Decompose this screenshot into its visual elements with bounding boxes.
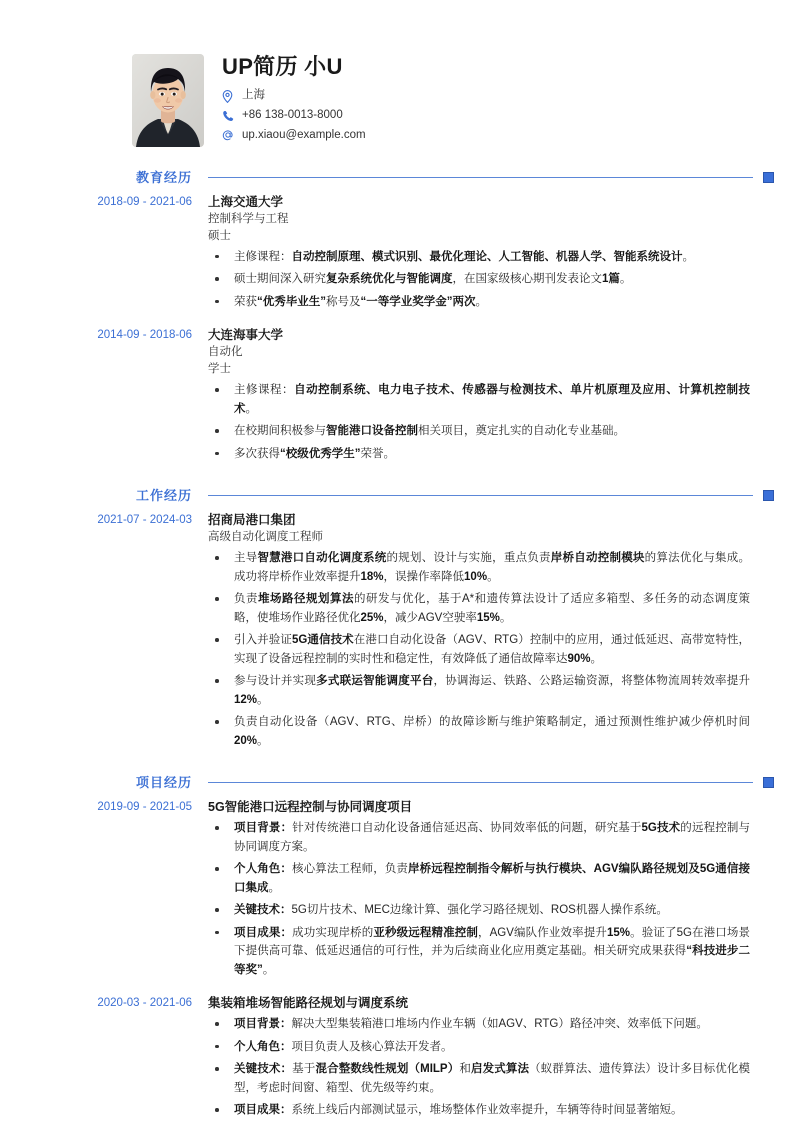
- resume-header: [0, 0, 800, 149]
- location-text: 上海: [242, 89, 265, 102]
- entry-body: [208, 193, 774, 316]
- section-divider: [208, 177, 753, 178]
- entry-subtitle: 高级自动化调度工程师: [208, 531, 323, 544]
- phone-icon: [222, 110, 237, 122]
- list-item: 在校期间积极参与智能港口设备控制相关项目，奠定扎实的自动化专业基础。: [208, 422, 750, 441]
- list-item: 项目成果：系统上线后内部测试显示，堆场整体作业效率提升，车辆等待时间显著缩短。: [208, 1101, 750, 1120]
- section-end-marker-icon: [763, 777, 774, 788]
- page-title: UP简历 小U: [222, 54, 343, 79]
- list-item: 主修课程：自动控制系统、电力电子技术、传感器与检测技术、单片机原理及应用、计算机控制技术。: [208, 381, 750, 418]
- list-item: 硕士期间深入研究复杂系统优化与智能调度，在国家级核心期刊发表论文1篇。: [208, 270, 750, 289]
- avatar: [132, 54, 204, 147]
- list-item: 荣获“优秀毕业生”称号及“一等学业奖学金”两次。: [208, 293, 750, 312]
- section-title: 工作经历: [135, 488, 192, 504]
- list-item: 引入并验证5G通信技术在港口自动化设备（AGV、RTG）控制中的应用，通过低延迟、高带宽特性，实现了设备远程控制的实时性和稳定性，有效降低了通信故障率达90%。: [208, 631, 750, 668]
- entry-subtitle: 自动化: [208, 346, 243, 359]
- phone-text: +86 138-0013-8000: [242, 109, 343, 122]
- entry-bullet-list: [208, 381, 750, 463]
- identity-block: [222, 52, 366, 149]
- list-item: 项目背景：解决大型集装箱港口堆场内作业车辆（如AGV、RTG）路径冲突、效率低下问题。: [208, 1015, 750, 1034]
- resume-section: [0, 171, 800, 468]
- entry-bullet-list: [208, 1015, 750, 1120]
- list-item: 负责堆场路径规划算法的研发与优化，基于A*和遗传算法设计了适应多箱型、多任务的动态调度策略，使堆场作业路径优化25%，减少AGV空驶率15%。: [208, 590, 750, 627]
- entry-title: 大连海事大学: [208, 328, 284, 343]
- entry-row: [0, 994, 774, 1124]
- section-end-marker-icon: [763, 172, 774, 183]
- section-divider: [208, 495, 753, 496]
- entry-date: 2018-09 - 2021-06: [97, 195, 192, 208]
- list-item: 项目背景：针对传统港口自动化设备通信延迟高、协同效率低的问题，研究基于5G技术的远程控制与协同调度方案。: [208, 819, 750, 856]
- entry-degree: 硕士: [208, 229, 231, 242]
- entry-degree: 学士: [208, 363, 231, 376]
- entry-body: [208, 511, 774, 754]
- section-end-marker-icon: [763, 490, 774, 501]
- list-item: 个人角色：项目负责人及核心算法开发者。: [208, 1038, 750, 1057]
- entry-bullet-list: [208, 248, 750, 312]
- entry-bullet-list: [208, 549, 750, 750]
- resume-section: [0, 776, 800, 1124]
- section-header: [0, 171, 774, 184]
- entry-row: [0, 798, 774, 983]
- entry-subtitle: 控制科学与工程: [208, 212, 289, 225]
- list-item: 主导智慧港口自动化调度系统的规划、设计与实施，重点负责岸桥自动控制模块的算法优化与集成。成功将岸桥作业效率提升18%，误操作率降低10%。: [208, 549, 750, 586]
- entry-date: 2014-09 - 2018-06: [97, 329, 192, 342]
- section-header: [0, 776, 774, 789]
- contact-email: [222, 129, 366, 142]
- entry-bullet-list: [208, 819, 750, 979]
- resume-sections: [0, 171, 800, 1124]
- list-item: 关键技术：5G切片技术、MEC边缘计算、强化学习路径规划、ROS机器人操作系统。: [208, 901, 750, 920]
- entry-title: 招商局港口集团: [208, 513, 296, 528]
- entry-date: 2019-09 - 2021-05: [97, 801, 192, 814]
- list-item: 主修课程：自动控制原理、模式识别、最优化理论、人工智能、机器人学、智能系统设计。: [208, 248, 750, 267]
- list-item: 多次获得“校级优秀学生”荣誉。: [208, 445, 750, 464]
- entry-row: [0, 326, 774, 467]
- entry-row: [0, 511, 774, 754]
- location-pin-icon: [222, 90, 237, 103]
- list-item: 项目成果：成功实现岸桥的亚秒级远程精准控制，AGV编队作业效率提升15%。验证了5G在港口场景下提供高可靠、低延迟通信的可行性，并为后续商业化应用奠定基础。相关研究成果获得“科技进步二等奖”。: [208, 924, 750, 980]
- email-text: up.xiaou@example.com: [242, 128, 366, 141]
- entry-date: 2021-07 - 2024-03: [97, 514, 192, 527]
- entry-row: [0, 193, 774, 316]
- email-at-icon: [222, 129, 237, 141]
- entry-body: [208, 326, 774, 467]
- section-title: 教育经历: [135, 169, 192, 185]
- section-divider: [208, 782, 753, 783]
- list-item: 负责自动化设备（AGV、RTG、岸桥）的故障诊断与维护策略制定，通过预测性维护减少停机时间20%。: [208, 713, 750, 750]
- list-item: 参与设计并实现多式联运智能调度平台，协调海运、铁路、公路运输资源，将整体物流周转效率提升12%。: [208, 672, 750, 709]
- entry-title: 5G智能港口远程控制与协同调度项目: [208, 800, 413, 815]
- entry-body: [208, 994, 774, 1124]
- entry-body: [208, 798, 774, 983]
- contact-phone: [222, 109, 366, 122]
- resume-section: [0, 489, 800, 754]
- list-item: 个人角色：核心算法工程师，负责岸桥远程控制指令解析与执行模块、AGV编队路径规划及5G通信接口集成。: [208, 860, 750, 897]
- entry-date: 2020-03 - 2021-06: [97, 997, 192, 1010]
- section-header: [0, 489, 774, 502]
- entry-title: 集装箱堆场智能路径规划与调度系统: [208, 996, 409, 1011]
- section-title: 项目经历: [135, 775, 192, 791]
- list-item: 关键技术：基于混合整数线性规划（MILP）和启发式算法（蚁群算法、遗传算法）设计多目标优化模型，考虑时间窗、箱型、优先级等约束。: [208, 1060, 750, 1097]
- entry-title: 上海交通大学: [208, 194, 284, 209]
- contact-location: [222, 89, 366, 102]
